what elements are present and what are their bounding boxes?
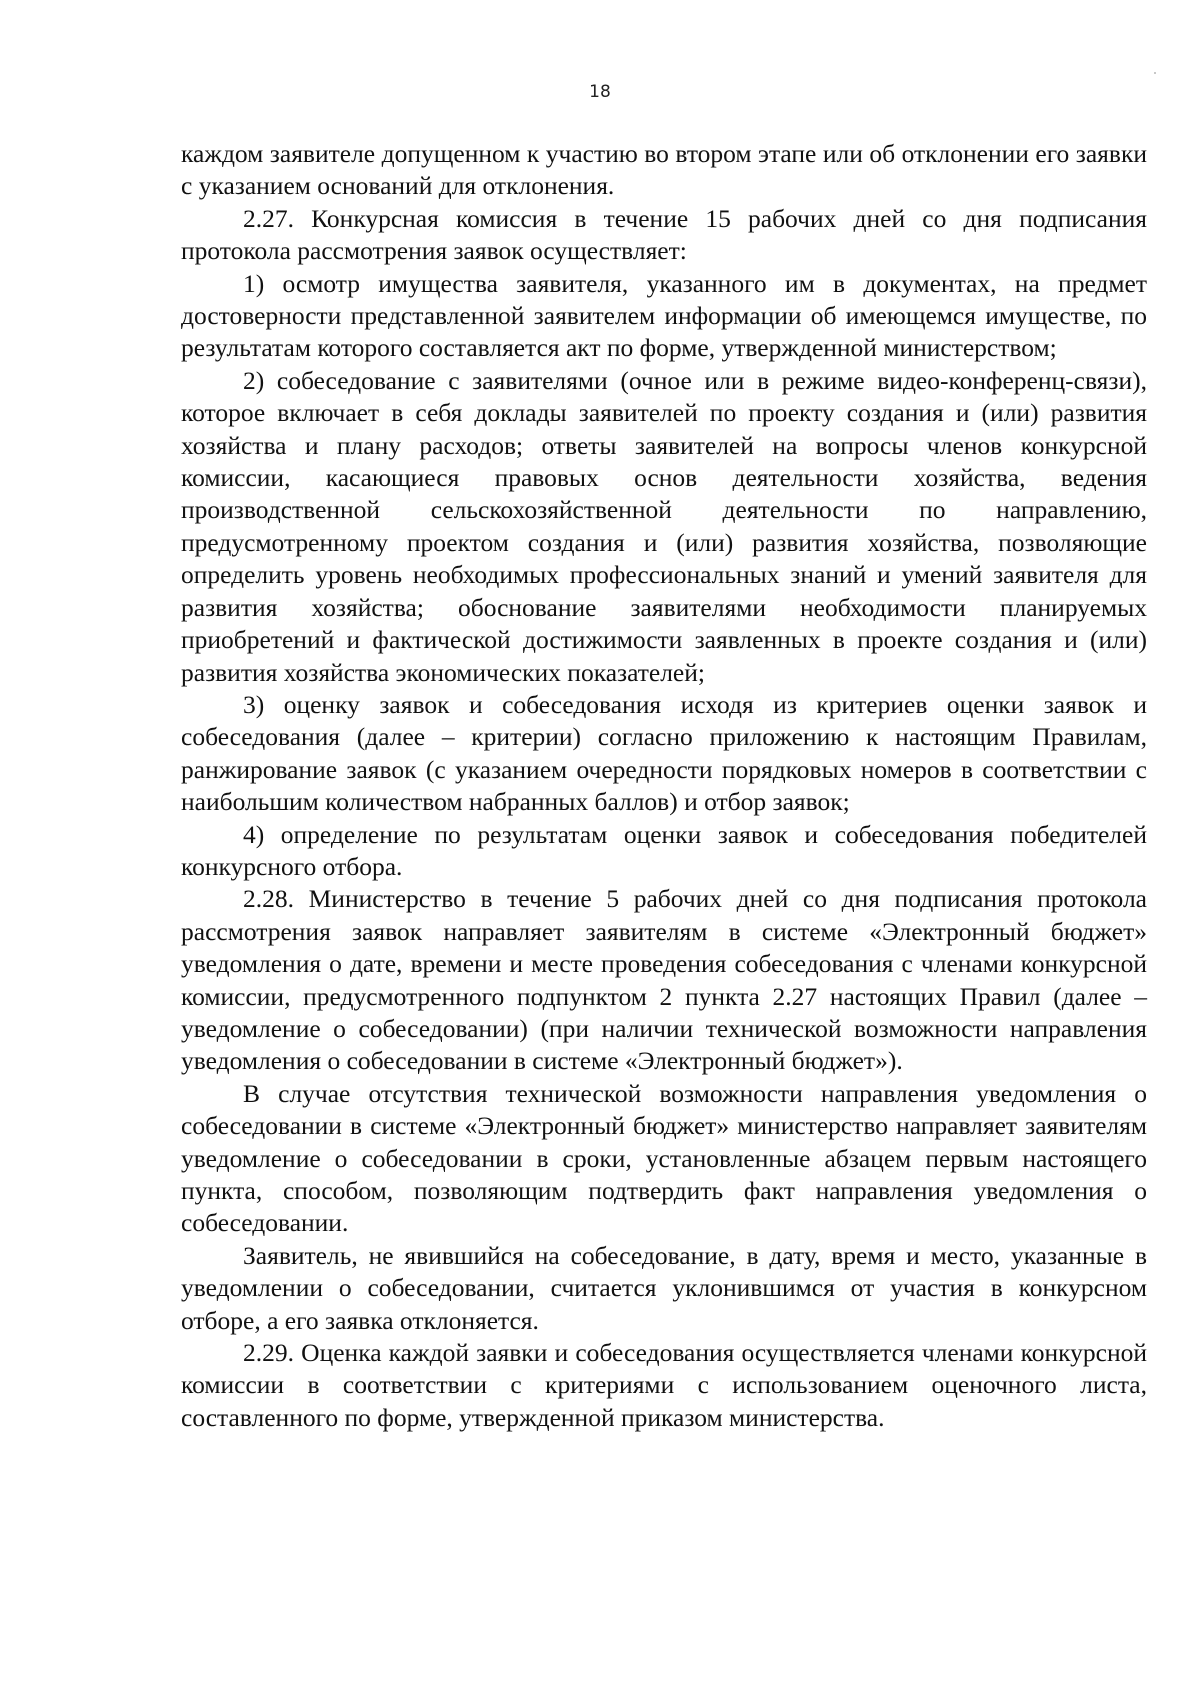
paragraph-item-2: 2) собеседование с заявителями (очное или в режиме видео-конференц-связи), которое включает в себя доклады заявителей по проекту создания и (или) развития хозяйства и плану расходов; ответы заявителей на вопросы членов конкурсной комиссии, касающиеся правовых основ деятельности хозяйства, ведения производственной сельскохозяйственной деятельности по направлению, предусмотренному проектом создания и (или) развития хозяйства, позволяющие определить уровень необходимых профессиональных знаний и умений заявителя для развития хозяйства; обоснование заявителями необходимости планируемых приобретений и фактической достижимости заявленных в проекте создания и (или) развития хозяйства экономических показателей; [181, 365, 1147, 687]
paragraph-item-1: 1) осмотр имущества заявителя, указанного им в документах, на предмет достоверности представленной заявителем информации об имеющемся имуществе, по результатам которого составляется акт по форме, утвержденной министерством; [181, 268, 1147, 363]
document-body [181, 138, 1147, 1434]
paragraph-no-technical-possibility: В случае отсутствия технической возможности направления уведомления о собеседовании в системе «Электронный бюджет» министерство направляет заявителям уведомление о собеседовании в сроки, установленные абзацем первым настоящего пункта, способом, позволяющим подтвердить факт направления уведомления о собеседовании. [181, 1078, 1147, 1238]
paragraph-item-3: 3) оценку заявок и собеседования исходя из критериев оценки заявок и собеседования (далее – критерии) согласно приложению к настоящим Правилам, ранжирование заявок (с указанием очередности порядковых номеров в соответствии с наибольшим количеством набранных баллов) и отбор заявок; [181, 689, 1147, 817]
paragraph-continuation: каждом заявителе допущенном к участию во втором этапе или об отклонении его заявки с указанием оснований для отклонения. [181, 139, 1147, 201]
scan-speck [1154, 72, 1156, 74]
paragraph-2-29: 2.29. Оценка каждой заявки и собеседования осуществляется членами конкурсной комиссии в соответствии с критериями с использованием оценочного листа, составленного по форме, утвержденной приказом министерства. [181, 1338, 1147, 1432]
page-number: 18 [589, 82, 611, 102]
paragraph-item-4: 4) определение по результатам оценки заявок и собеседования победителей конкурсного отбора. [181, 819, 1147, 881]
paragraph-2-27: 2.27. Конкурсная комиссия в течение 15 рабочих дней со дня подписания протокола рассмотрения заявок осуществляет: [181, 203, 1147, 266]
paragraph-absent-applicant: Заявитель, не явившийся на собеседование, в дату, время и место, указанные в уведомлении о собеседовании, считается уклонившимся от участия в конкурсном отборе, а его заявка отклоняется. [181, 1240, 1147, 1335]
paragraph-2-28: 2.28. Министерство в течение 5 рабочих дней со дня подписания протокола рассмотрения заявок направляет заявителям в системе «Электронный бюджет» уведомления о дате, времени и месте проведения собеседования с членами конкурсной комиссии, предусмотренного подпунктом 2 пункта 2.27 настоящих Правил (далее – уведомление о собеседовании) (при наличии технической возможности направления уведомления о собеседовании в системе «Электронный бюджет»). [181, 884, 1147, 1076]
